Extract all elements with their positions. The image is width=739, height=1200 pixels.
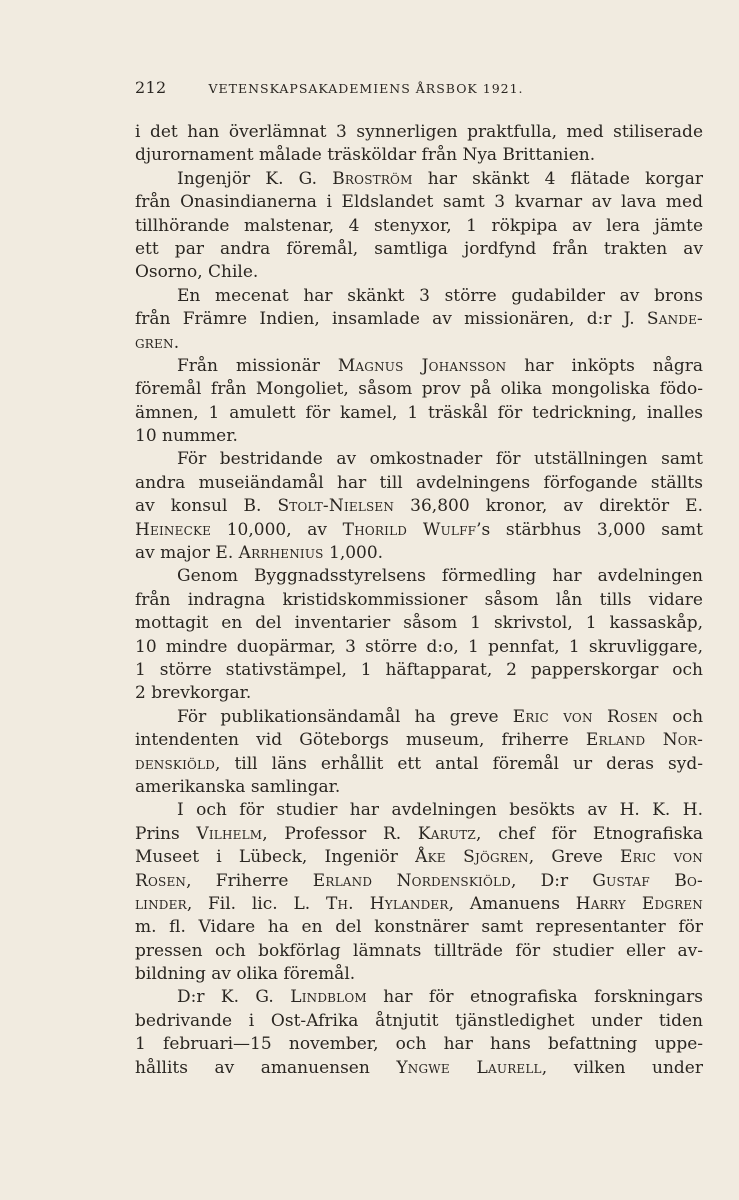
text-line: För bestridande av omkostnader för utställningen samt xyxy=(177,449,703,470)
page-number: 212 xyxy=(135,78,167,97)
text-line: djurornament målade träsköldar från Nya Brittanien. xyxy=(135,145,596,166)
text-line: Prins Vilhelm, Professor R. Karutz, chef för Etnografiska xyxy=(135,823,703,844)
text-line: gren. xyxy=(135,332,180,353)
text-line: ämnen, 1 amulett för kamel, 1 träskål för tedrickning, inalles xyxy=(135,402,703,423)
book-page xyxy=(135,78,703,1080)
text-line: 2 brevkorgar. xyxy=(135,683,252,704)
text-line: intendenten vid Göteborgs museum, friherre Erland Nor- xyxy=(135,730,704,751)
text-line: i det han överlämnat 3 synnerligen praktfulla, med stiliserade xyxy=(135,122,703,142)
text-line: andra museiändamål har till avdelningens förfogande ställts xyxy=(135,472,703,493)
text-line: 1 större stativstämpel, 1 häftapparat, 2 papperskorgar och xyxy=(135,659,703,680)
text-line: från Onasindianerna i Eldslandet samt 3 kvarnar av lava med xyxy=(135,192,703,213)
text-line: 10 mindre duopärmar, 3 större d:o, 1 pennfat, 1 skruvliggare, xyxy=(135,636,703,657)
text-line: av major E. Arrhenius 1,000. xyxy=(135,543,384,564)
text-line: från indragna kristidskommissioner såsom lån tills vidare xyxy=(135,589,703,610)
body-text xyxy=(135,121,703,1080)
text-line: Rosen, Friherre Erland Nordenskiöld, D:r Gustaf Bo- xyxy=(135,870,703,891)
text-line: föremål från Mongoliet, såsom prov på olika mongoliska födo- xyxy=(135,379,703,400)
text-line: av konsul B. Stolt-Nielsen 36,800 kronor, av direktör E. xyxy=(135,496,703,517)
text-line: hållits av amanuensen Yngwe Laurell, vilken under xyxy=(135,1057,703,1078)
text-line: Ingenjör K. G. Broström har skänkt 4 flätade korgar xyxy=(177,168,703,189)
text-line: bedrivande i Ost-Afrika åtnjutit tjänstledighet under tiden xyxy=(135,1010,703,1031)
text-line: m. fl. Vidare ha en del konstnärer samt representanter för xyxy=(135,917,703,938)
text-line: Från missionär Magnus Johansson har inköpts några xyxy=(177,355,704,376)
text-line: pressen och bokförlag lämnats tillträde för studier eller av- xyxy=(135,940,703,961)
page-header xyxy=(135,78,703,97)
text-line: från Främre Indien, insamlade av missionären, d:r J. Sande- xyxy=(135,309,703,330)
text-line: I och för studier har avdelningen besökts av H. K. H. xyxy=(177,800,703,821)
text-line: Genom Byggnadsstyrelsens förmedling har avdelningen xyxy=(177,566,703,587)
running-title: VETENSKAPSAKADEMIENS ÅRSBOK 1921. xyxy=(208,81,524,96)
text-line: En mecenat har skänkt 3 större gudabilder av brons xyxy=(177,285,703,306)
text-line: tillhörande malstenar, 4 stenyxor, 1 rökpipa av lera jämte xyxy=(135,215,703,236)
text-line: amerikanska samlingar. xyxy=(135,776,341,797)
text-line: 1 februari—15 november, och har hans befattning uppe- xyxy=(135,1034,703,1055)
text-line: ett par andra föremål, samtliga jordfynd från trakten av xyxy=(135,238,703,259)
text-line: denskiöld, till läns erhållit ett antal föremål ur deras syd- xyxy=(135,753,703,774)
text-line: 10 nummer. xyxy=(135,426,238,447)
text-line: linder, Fil. lic. L. Th. Hylander, Amanuens Harry Edgren xyxy=(135,893,703,914)
text-line: bildning av olika föremål. xyxy=(135,964,356,985)
text-line: D:r K. G. Lindblom har för etnografiska forskningars xyxy=(177,987,703,1008)
text-line: Osorno, Chile. xyxy=(135,262,259,283)
text-line: För publikationsändamål ha greve Eric von Rosen och xyxy=(177,706,704,727)
text-line: Heinecke 10,000, av Thorild Wulff’s stärbhus 3,000 samt xyxy=(135,519,704,540)
text-line: Museet i Lübeck, Ingeniör Åke Sjögren, Greve Eric von xyxy=(135,847,703,868)
text-line: mottagit en del inventarier såsom 1 skrivstol, 1 kassaskåp, xyxy=(135,613,703,634)
